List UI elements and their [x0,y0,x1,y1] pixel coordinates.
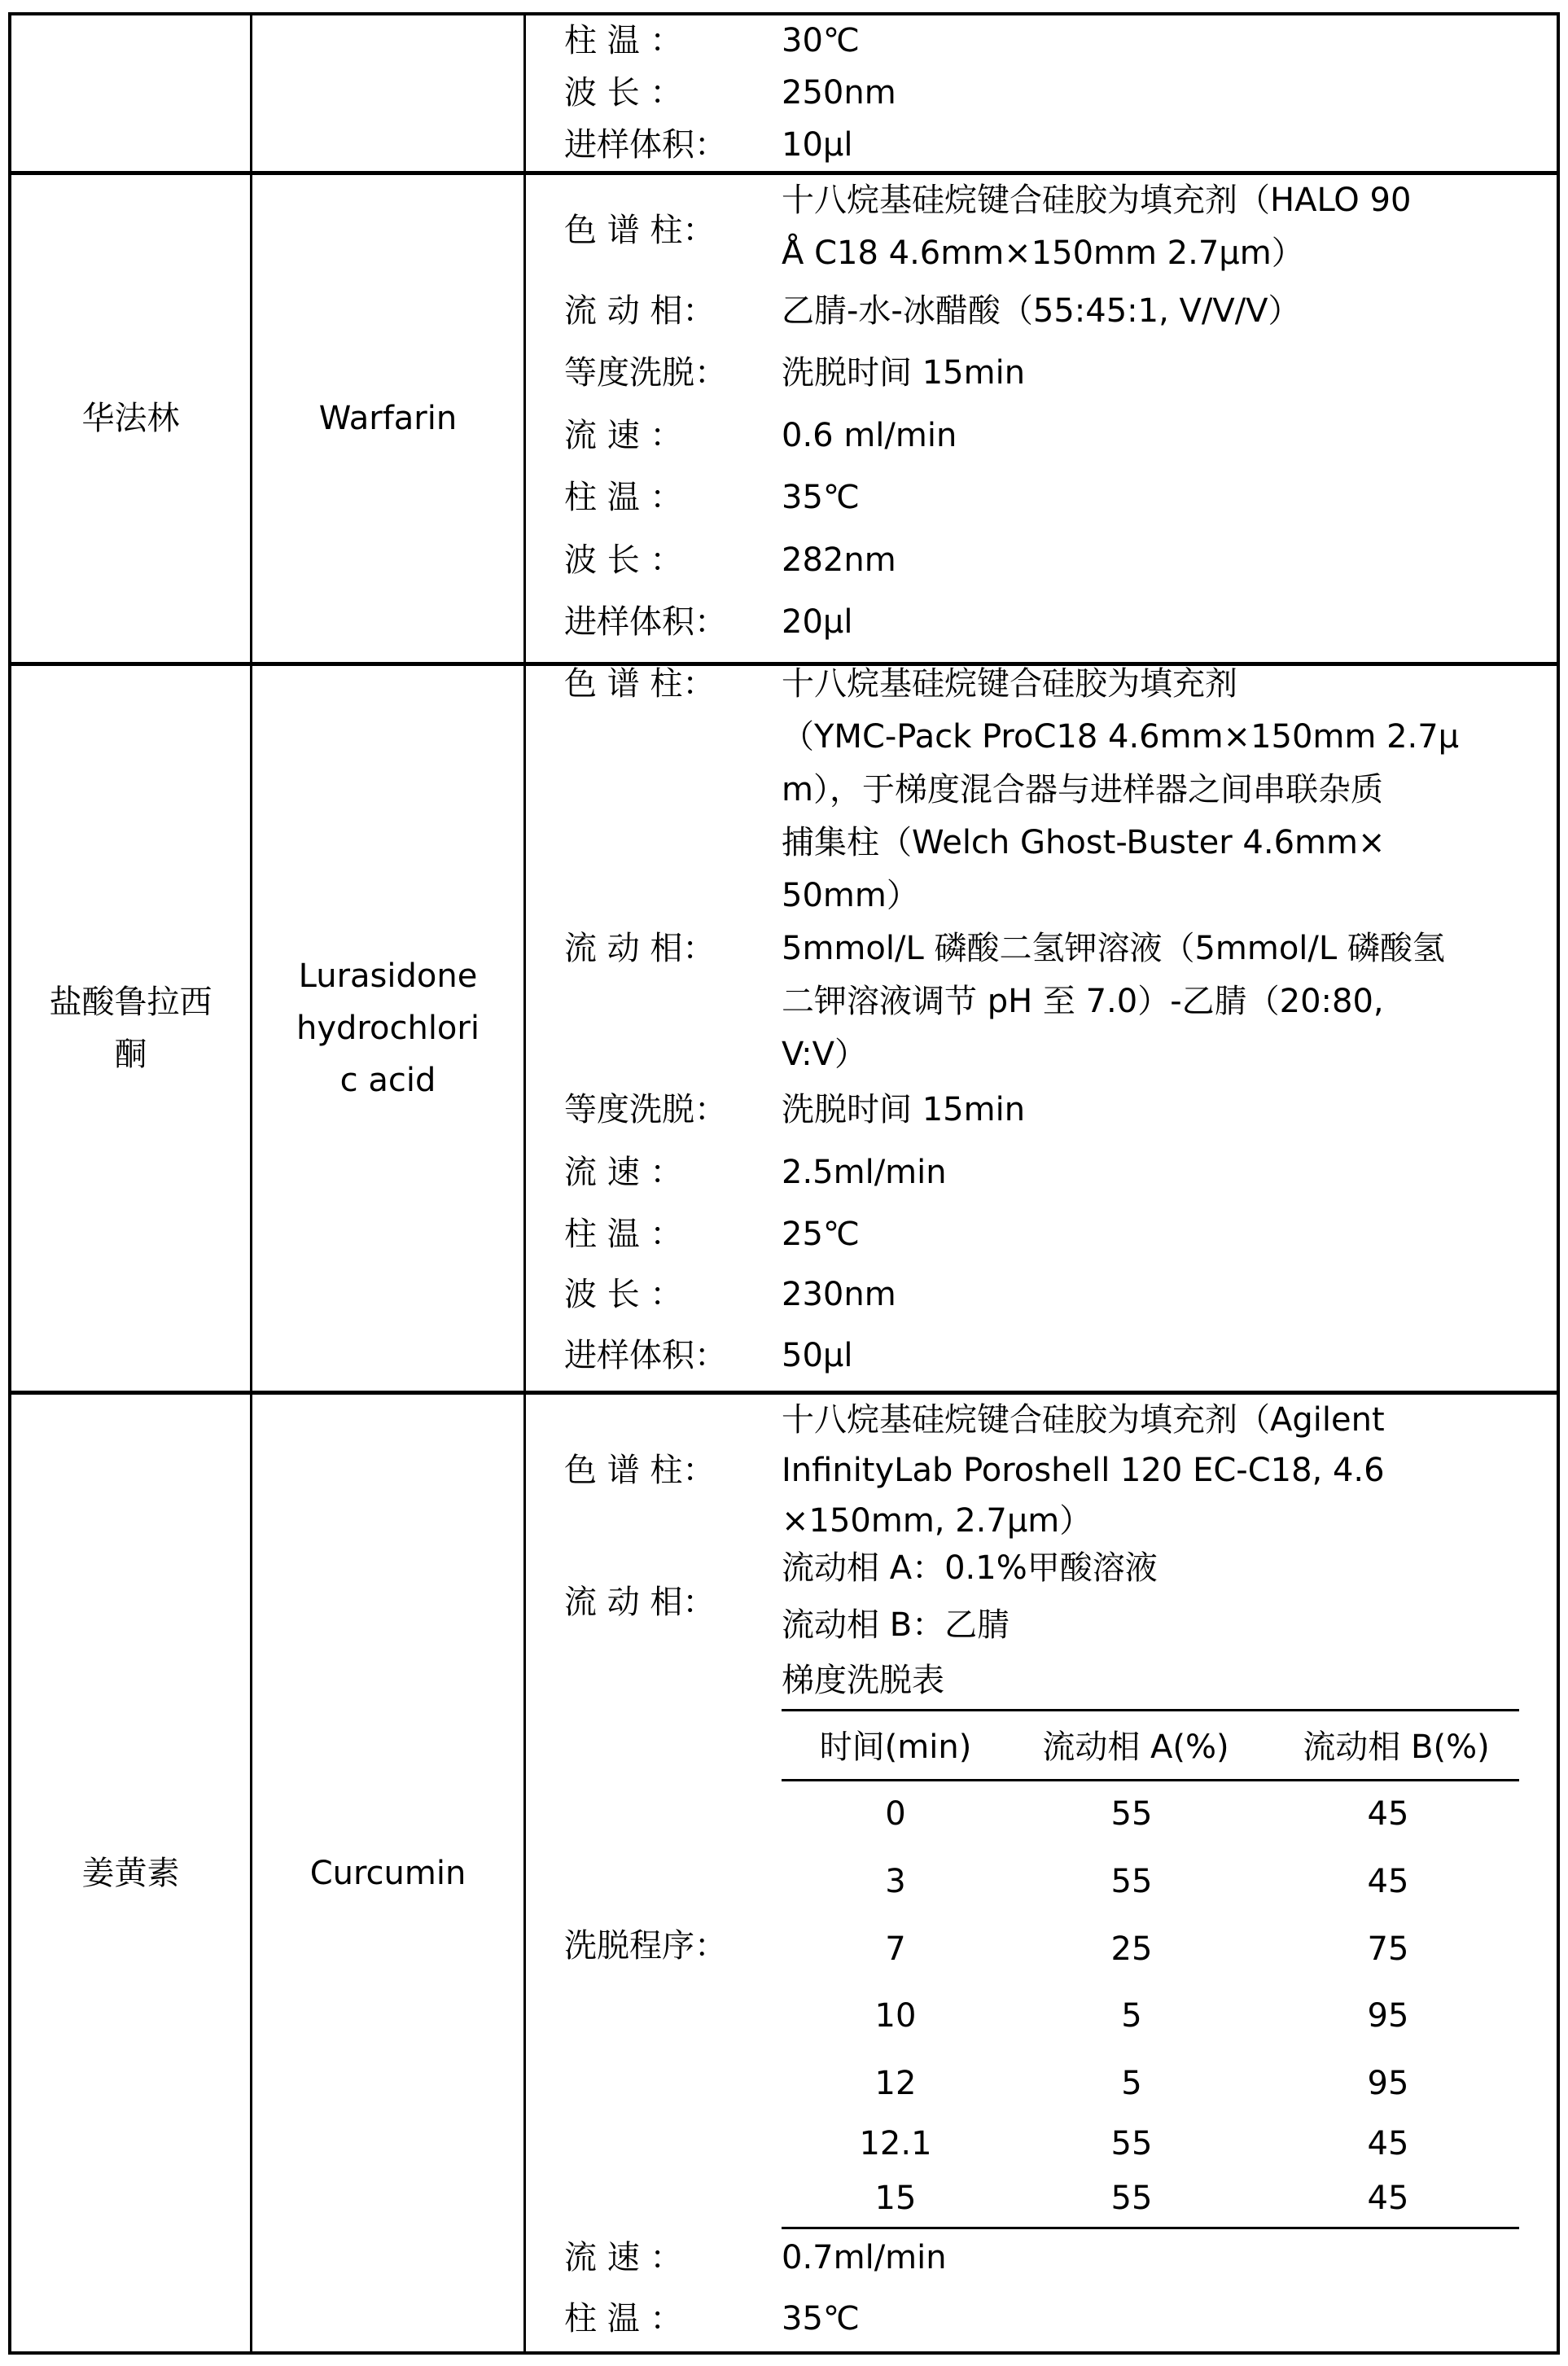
gradient-table-header-rule [782,1779,1519,1781]
param-value: 230nm [782,1276,896,1313]
param-value: 二钾溶液调节 pH 至 7.0）-乙腈（20:80, [782,983,1384,1020]
param-value: 20μl [782,603,853,641]
gradient-cell: 55 [1110,2180,1153,2217]
param-value: 十八烷基硅烷键合硅胶为填充剂 [782,665,1237,703]
gradient-cell: 45 [1367,1795,1409,1833]
param-value: 5mmol/L 磷酸二氢钾溶液（5mmol/L 磷酸氢 [782,930,1445,967]
gradient-cell: 12 [874,2065,917,2102]
param-label: 等度洗脱： [564,354,727,392]
param-label: 波 长 ： [564,541,683,579]
param-value: 0.7ml/min [782,2239,947,2276]
gradient-cell: 55 [1110,1863,1153,1900]
drug-name-cn: 华法林 [81,400,180,437]
gradient-header-a: 流动相 A(%) [1042,1728,1229,1766]
gradient-cell: 5 [1121,2065,1142,2102]
drug-name-en: Warfarin [318,400,458,437]
param-value: 10μl [782,126,853,164]
gradient-header-time: 时间(min) [819,1728,972,1766]
gradient-cell: 3 [885,1863,906,1900]
param-value: 十八烷基硅烷键合硅胶为填充剂（HALO 90 [782,182,1412,219]
param-label: 进样体积： [564,126,727,164]
param-label: 柱 温 ： [564,1216,683,1253]
gradient-cell: 55 [1110,2125,1153,2162]
param-label: 流 动 相： [564,1584,716,1621]
param-value: 0.6 ml/min [782,417,957,454]
param-label: 波 长 ： [564,74,683,112]
gradient-cell: 45 [1367,2125,1409,2162]
param-value: InfinityLab Poroshell 120 EC-C18, 4.6 [782,1452,1385,1489]
param-label: 流 速 ： [564,2239,683,2276]
param-label: 柱 温 ： [564,22,683,59]
param-value: 25℃ [782,1216,860,1253]
param-value: m），于梯度混合器与进样器之间串联杂质 [782,771,1383,808]
param-value: 流动相 A：0.1%甲酸溶液 [782,1549,1158,1587]
drug-name-cn-line: 酮 [114,1036,147,1073]
gradient-cell: 12.1 [859,2125,932,2162]
gradient-header-b: 流动相 B(%) [1303,1728,1490,1766]
param-label: 洗脱程序： [564,1927,727,1965]
param-value: 2.5ml/min [782,1154,947,1191]
param-label: 柱 温 ： [564,479,683,516]
param-value: 282nm [782,541,896,579]
param-value: V:V） [782,1036,867,1073]
gradient-cell: 5 [1121,1997,1142,2035]
param-label: 波 长 ： [564,1276,683,1313]
param-value: 洗脱时间 15min [782,354,1026,392]
param-label: 色 谱 柱： [564,212,716,249]
drug-name-en-line: c acid [339,1062,436,1099]
param-label: 流 动 相： [564,292,716,330]
param-value: 流动相 B：乙腈 [782,1606,1010,1644]
param-label: 色 谱 柱： [564,665,716,703]
param-label: 进样体积： [564,603,727,641]
gradient-cell: 45 [1367,1863,1409,1900]
drug-name-en-line: hydrochlori [296,1010,480,1047]
param-value: Å C18 4.6mm×150mm 2.7μm） [782,234,1304,272]
param-label: 色 谱 柱： [564,1452,716,1489]
param-value: 35℃ [782,479,860,516]
param-value: 十八烷基硅烷键合硅胶为填充剂（Agilent [782,1401,1385,1439]
param-value: 250nm [782,74,896,112]
gradient-cell: 55 [1110,1795,1153,1833]
drug-name-cn [11,666,250,1391]
gradient-cell: 25 [1110,1930,1153,1968]
param-value: 乙腈-水-冰醋酸（55:45:1, V/V/V） [782,292,1301,330]
drug-name-en-line: Lurasidone [298,957,478,995]
param-label: 柱 温 ： [564,2300,683,2338]
gradient-cell: 95 [1367,1997,1409,2035]
gradient-cell: 95 [1367,2065,1409,2102]
gradient-cell: 7 [885,1930,906,1968]
param-value: ×150mm, 2.7μm） [782,1502,1093,1540]
param-label: 流 动 相： [564,930,716,967]
param-label: 进样体积： [564,1337,727,1374]
gradient-table-top-rule [782,1709,1519,1711]
drug-name-cn-line: 盐酸鲁拉西 [49,984,212,1021]
param-label: 等度洗脱： [564,1091,727,1128]
gradient-cell: 45 [1367,2180,1409,2217]
drug-name-en: Curcumin [309,1854,466,1892]
gradient-cell: 10 [874,1997,917,2035]
gradient-table-caption: 梯度洗脱表 [782,1662,944,1699]
param-value: 30℃ [782,22,860,59]
drug-name-cn: 姜黄素 [81,1854,180,1892]
gradient-cell: 0 [885,1795,906,1833]
param-label: 流 速 ： [564,1154,683,1191]
drug-name-en [252,666,523,1391]
param-label: 流 速 ： [564,417,683,454]
param-value: 35℃ [782,2300,860,2338]
param-value: 捕集柱（Welch Ghost-Buster 4.6mm× [782,824,1386,861]
gradient-cell: 15 [874,2180,917,2217]
param-value: 50mm） [782,877,919,914]
param-value: 洗脱时间 15min [782,1091,1026,1128]
gradient-cell: 75 [1367,1930,1409,1968]
param-value: 50μl [782,1337,853,1374]
column-divider [523,12,526,2355]
param-value: （YMC-Pack ProC18 4.6mm×150mm 2.7μ [782,718,1460,756]
